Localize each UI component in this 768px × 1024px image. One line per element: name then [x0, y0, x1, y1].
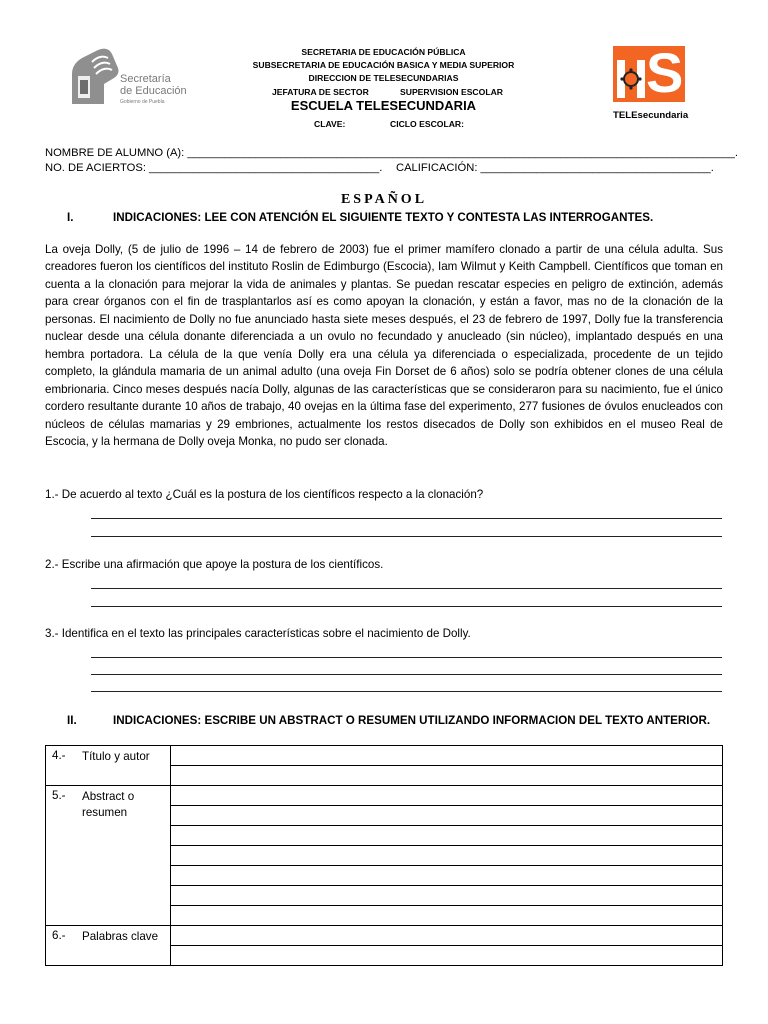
- table-row: [46, 746, 723, 766]
- row-number: 4.-: [52, 749, 66, 762]
- answer-line[interactable]: [91, 518, 722, 519]
- answer-cell[interactable]: [171, 846, 723, 866]
- answer-line[interactable]: [91, 606, 722, 607]
- logo-left-line3: Gobierno de Puebla: [120, 99, 165, 105]
- row-number: 6.-: [52, 929, 66, 942]
- answer-cell[interactable]: [171, 766, 723, 786]
- section1-number: I.: [67, 211, 74, 224]
- row-number: 5.-: [52, 789, 66, 802]
- answer-cell[interactable]: [171, 906, 723, 926]
- school-name: ESCUELA TELESECUNDARIA: [290, 98, 477, 113]
- answer-cell[interactable]: [171, 886, 723, 906]
- logo-left-line2: de Educación: [120, 85, 187, 97]
- answer-cell[interactable]: [171, 926, 723, 946]
- telesecundaria-logo: [613, 41, 685, 104]
- answer-cell[interactable]: [171, 946, 723, 966]
- header-jefatura: JEFATURA DE SECTOR: [272, 87, 369, 97]
- answer-cell[interactable]: [171, 826, 723, 846]
- row-label: Palabras clave: [82, 930, 159, 943]
- row-label-cell: [46, 786, 171, 926]
- abstract-table: [45, 745, 723, 966]
- header-line2: SUBSECRETARIA DE EDUCACIÓN BASICA Y MEDIA SUPERIOR: [252, 60, 515, 70]
- question-1: 1.- De acuerdo al texto ¿Cuál es la postura de los científicos respecto a la clonación?: [45, 488, 484, 501]
- answer-line[interactable]: [91, 588, 722, 589]
- reading-paragraph: La oveja Dolly, (5 de julio de 1996 – 14 de febrero de 2003) fue el primer mamífero clonado a partir de una célula adulta. Sus creadores fueron los científicos del instituto Roslin de Edimburgo (Escocia), Iam Wilmut y Keith Campbell. Científicos que toman en cuenta a la clonación para mejorar la vida de animales y plantas. Se puedan rescatar especies en peligro de extinción, además para crear órganos con el fin de trasplantarlos así es como apoyan la clonación, y están a favor, mas no de la clonación de la personas. El nacimiento de Dolly no fue anunciado hasta siete meses después, el 23 de febrero de 1997, Dolly fue la transferencia nuclear desde una célula donante diferenciada a un ovulo no fecundado y anucleado (sin núcleo), implantado después en una hembra portadora. La célula de la que venía Dolly era una célula ya diferenciada o especializada, procedente de un tejido completo, la glándula mamaria de un animal adulto (una oveja Fin Dorset de 6 años) solo se podría obtener clones de una célula embrionaria. Cinco meses después nacía Dolly, algunas de las características que se consideraron para su nacimiento, fue el único cordero resultante durante 10 años de trabajo, 40 ovejas en la última fase del experimento, 277 fusiones de óvulos enucleados con núcleos de células mamarias y 29 embriones, actualmente los restos disecados de Dolly son exhibidos en el museo Real de Escocia, y la hermana de Dolly oveja Monka, no pudo ser clonada.: [45, 243, 723, 448]
- answer-cell[interactable]: [171, 786, 723, 806]
- question-3: 3.- Identifica en el texto las principales características sobre el nacimiento de Dolly.: [45, 627, 471, 640]
- answer-cell[interactable]: [171, 746, 723, 766]
- answer-line[interactable]: [91, 691, 722, 692]
- section1-instructions: INDICACIONES: LEE CON ATENCIÓN EL SIGUIENTE TEXTO Y CONTESTA LAS INTERROGANTES.: [113, 211, 654, 224]
- table-row: [46, 926, 723, 946]
- table-row: [46, 786, 723, 806]
- header-line3: DIRECCION DE TELESECUNDARIAS: [308, 73, 459, 83]
- answer-line[interactable]: [91, 657, 722, 658]
- calificacion-field[interactable]: CALIFICACIÓN: _____________________________________.: [396, 162, 714, 174]
- header-ciclo: CICLO ESCOLAR:: [390, 119, 464, 129]
- row-label-cell: [46, 746, 171, 786]
- answer-line[interactable]: [91, 674, 722, 675]
- row-label: Título y autor: [82, 750, 150, 763]
- subject-title: ESPAÑOL: [340, 192, 428, 207]
- answer-cell[interactable]: [171, 806, 723, 826]
- aciertos-field[interactable]: NO. DE ACIERTOS: _____________________________________.: [45, 162, 383, 174]
- answer-cell[interactable]: [171, 866, 723, 886]
- row-label: Abstract o resumen: [82, 790, 135, 819]
- secretaria-educacion-logo: [64, 44, 190, 110]
- question-2: 2.- Escribe una afirmación que apoye la postura de los científicos.: [45, 558, 384, 571]
- logo-letter-s: S: [646, 41, 684, 104]
- telesecundaria-label: TELEsecundaria: [613, 110, 689, 121]
- row-label-cell: [46, 926, 171, 966]
- section2-instructions: INDICACIONES: ESCRIBE UN ABSTRACT O RESUMEN UTILIZANDO INFORMACION DEL TEXTO ANTERIOR.: [113, 714, 711, 727]
- header-clave: CLAVE:: [314, 119, 346, 129]
- header-line1: SECRETARIA DE EDUCACIÓN PÚBLICA: [301, 47, 466, 57]
- section2-number: II.: [67, 714, 77, 727]
- student-name-field[interactable]: NOMBRE DE ALUMNO (A): ________________________________________________________________________________________.: [45, 147, 738, 159]
- header-supervision: SUPERVISION ESCOLAR: [400, 87, 503, 97]
- logo-left-line1: Secretaría: [120, 73, 171, 85]
- answer-line[interactable]: [91, 536, 722, 537]
